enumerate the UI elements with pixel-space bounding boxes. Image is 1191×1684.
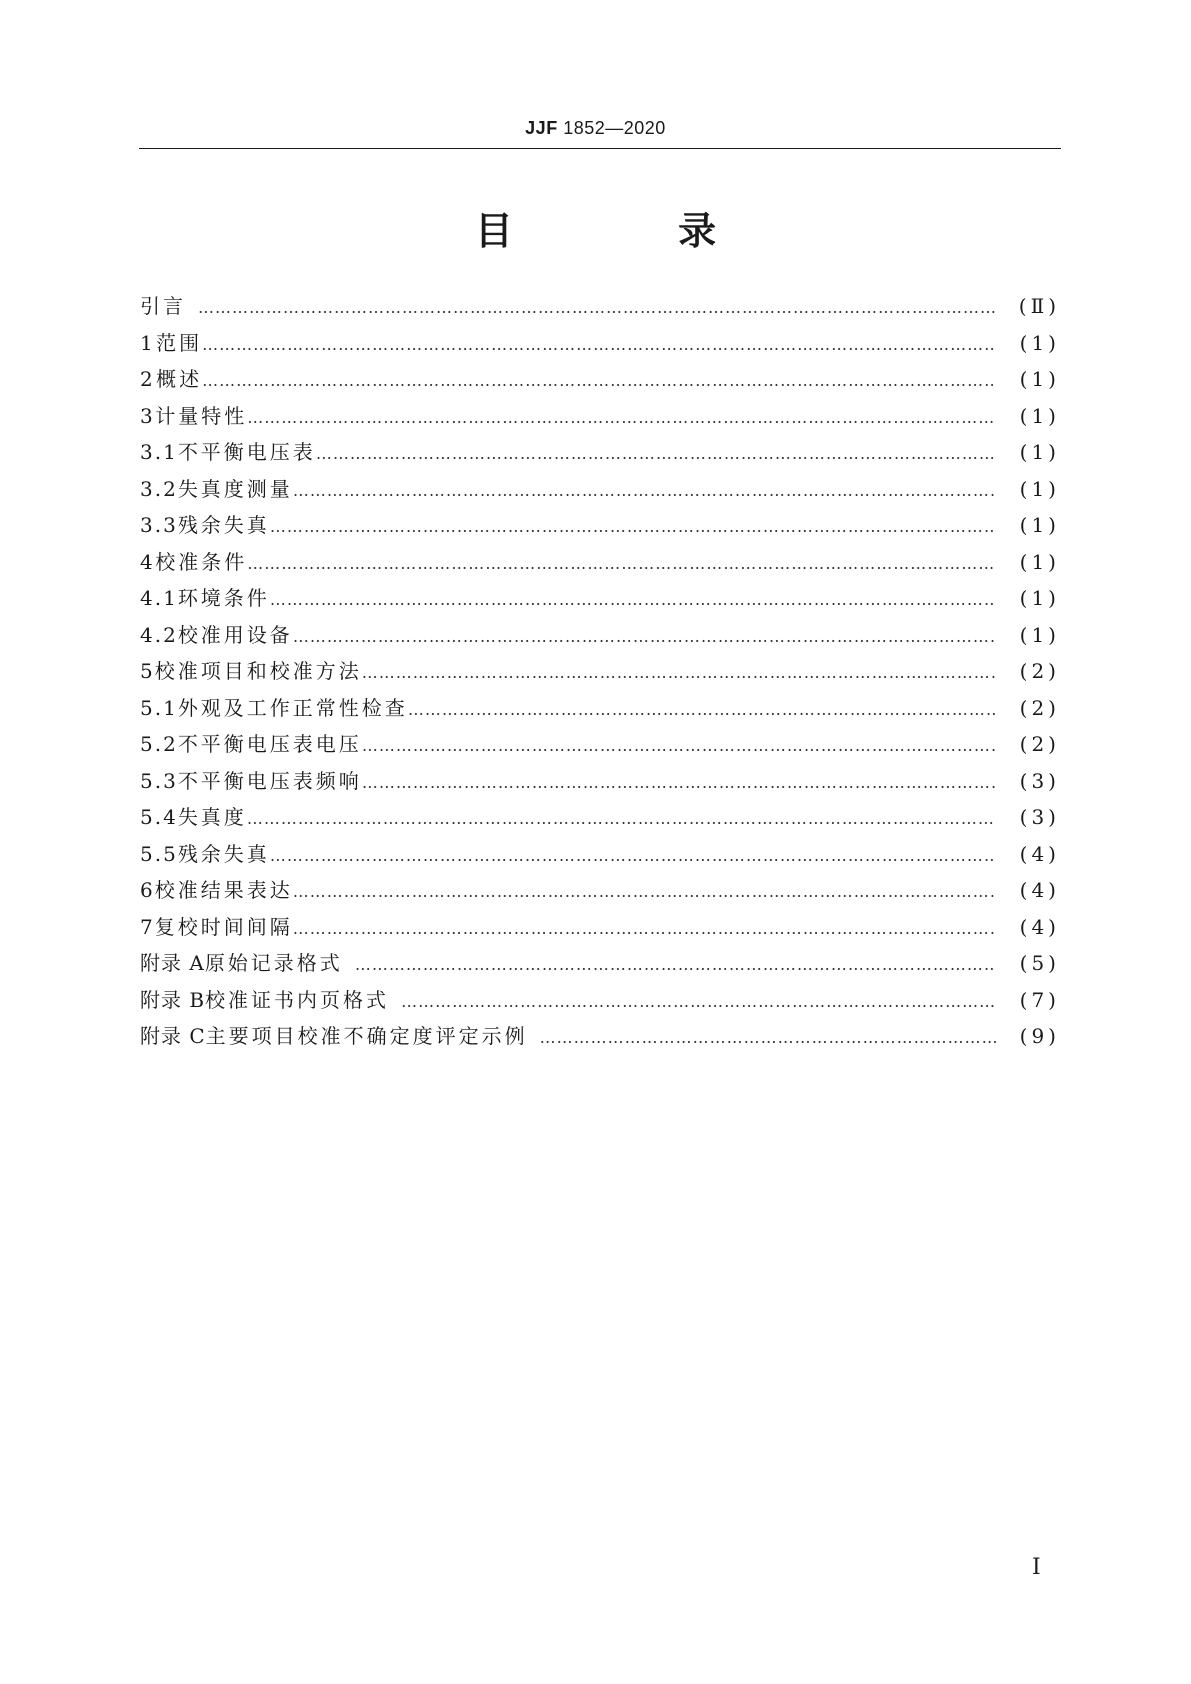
- toc-entry-5-1[interactable]: [140, 690, 1060, 727]
- toc-leader-dots: [293, 619, 996, 656]
- toc-entry-3-3[interactable]: [140, 507, 1060, 544]
- toc-entry-page: (1): [1019, 586, 1060, 610]
- toc-entry-page: (7): [1019, 987, 1060, 1012]
- toc-entry-number: 2: [140, 367, 155, 391]
- toc-entry-label: 主要项目校准不确定度评定示例: [205, 1024, 528, 1048]
- toc-entry-intro[interactable]: [140, 288, 1060, 325]
- toc-entry-page: (1): [1019, 476, 1060, 501]
- toc-entry-page: (1): [1019, 367, 1060, 391]
- toc-entry-5-5[interactable]: [140, 836, 1060, 873]
- toc-entry-number: 4: [140, 549, 155, 574]
- toc-entry-3-2[interactable]: [140, 471, 1060, 508]
- toc-entry-4-2[interactable]: [140, 617, 1060, 654]
- toc-entry-number: 3.3: [140, 513, 178, 537]
- toc-entry-page: (1): [1019, 549, 1060, 574]
- toc-leader-dots: [401, 984, 996, 1021]
- toc-entry-page: (1): [1019, 440, 1060, 464]
- toc-entry-number: 3.2: [140, 476, 178, 501]
- toc-leader-dots: [362, 765, 996, 802]
- toc-entry-page: (4): [1019, 878, 1060, 902]
- toc-leader-dots: [198, 290, 996, 327]
- toc-entry-number: 4.1: [140, 586, 178, 610]
- toc-entry-label: 环境条件: [177, 586, 270, 610]
- toc-leader-dots: [270, 838, 996, 875]
- toc-entry-number: 1: [140, 330, 155, 355]
- toc-entry-number: 3: [140, 403, 155, 428]
- toc-entry-4-1[interactable]: [140, 580, 1060, 617]
- toc-entry-5-2[interactable]: [140, 726, 1060, 763]
- toc-entry-number: 7: [140, 914, 155, 939]
- toc-leader-dots: [355, 947, 996, 984]
- table-of-contents: [140, 288, 1060, 1055]
- toc-entry-number: 附录 C: [140, 1024, 206, 1048]
- toc-leader-dots: [362, 728, 996, 765]
- toc-entry-6[interactable]: [140, 872, 1060, 909]
- header-divider: [139, 148, 1061, 149]
- toc-entry-label: 原始记录格式: [204, 951, 343, 975]
- toc-entry-number: 6: [140, 878, 155, 902]
- toc-entry-number: 5.4: [140, 805, 178, 829]
- toc-entry-label: 不平衡电压表电压: [177, 732, 362, 756]
- toc-entry-label: 概述: [156, 367, 203, 391]
- toc-leader-dots: [247, 801, 996, 838]
- toc-leader-dots: [540, 1020, 996, 1057]
- toc-entry-label: 校准证书内页格式: [205, 987, 390, 1012]
- toc-entry-appendix-a[interactable]: [140, 945, 1060, 982]
- toc-entry-1[interactable]: [140, 325, 1060, 362]
- toc-entry-5-4[interactable]: [140, 799, 1060, 836]
- toc-entry-page: (4): [1019, 841, 1060, 866]
- toc-entry-5[interactable]: [140, 653, 1060, 690]
- toc-leader-dots: [270, 509, 996, 546]
- toc-entry-label: 不平衡电压表: [177, 440, 316, 464]
- toc-entry-appendix-c[interactable]: [140, 1018, 1060, 1055]
- toc-entry-label: 校准结果表达: [154, 878, 293, 902]
- toc-entry-4[interactable]: [140, 544, 1060, 581]
- toc-entry-label: 残余失真: [177, 513, 270, 537]
- toc-entry-number: 5.2: [140, 732, 178, 756]
- toc-entry-number: 5.1: [140, 695, 178, 720]
- toc-entry-page: (1): [1019, 513, 1060, 537]
- toc-entry-page: (1): [1019, 403, 1060, 428]
- toc-entry-page: (3): [1019, 805, 1060, 829]
- toc-entry-number: 5: [140, 659, 155, 683]
- toc-entry-7[interactable]: [140, 909, 1060, 946]
- page-number: Ⅰ: [1032, 1555, 1041, 1580]
- toc-leader-dots: [270, 582, 996, 619]
- toc-leader-dots: [247, 400, 996, 437]
- toc-entry-label: 校准条件: [155, 549, 248, 574]
- toc-title: 目 录: [474, 209, 793, 253]
- standard-code-number: 1852—2020: [563, 118, 666, 138]
- document-header: [0, 118, 1191, 139]
- toc-entry-page: (Ⅱ): [1018, 294, 1060, 318]
- toc-entry-label: 失真度: [177, 805, 247, 829]
- toc-entry-label: 引言: [140, 294, 186, 318]
- toc-entry-page: (3): [1019, 768, 1060, 793]
- toc-entry-label: 范围: [156, 330, 203, 355]
- toc-entry-label: 外观及工作正常性检查: [177, 695, 408, 720]
- toc-entry-number: 附录 A: [140, 951, 205, 975]
- toc-entry-label: 残余失真: [177, 841, 270, 866]
- toc-entry-page: (1): [1019, 330, 1060, 355]
- toc-entry-2[interactable]: [140, 361, 1060, 398]
- toc-entry-3-1[interactable]: [140, 434, 1060, 471]
- toc-entry-page: (9): [1019, 1024, 1060, 1048]
- toc-leader-dots: [293, 874, 996, 911]
- toc-entry-label: 计量特性: [155, 403, 248, 428]
- toc-entry-appendix-b[interactable]: [140, 982, 1060, 1019]
- toc-leader-dots: [202, 327, 996, 364]
- toc-entry-page: (5): [1019, 951, 1060, 975]
- toc-entry-number: 5.3: [140, 768, 178, 793]
- toc-leader-dots: [293, 911, 996, 948]
- toc-entry-page: (2): [1019, 659, 1060, 683]
- toc-entry-page: (2): [1019, 732, 1060, 756]
- toc-entry-page: (4): [1019, 914, 1060, 939]
- toc-entry-label: 不平衡电压表频响: [177, 768, 362, 793]
- toc-entry-number: 3.1: [140, 440, 178, 464]
- toc-entry-label: 复校时间间隔: [154, 914, 293, 939]
- toc-entry-number: 附录 B: [140, 987, 206, 1012]
- toc-entry-3[interactable]: [140, 398, 1060, 435]
- toc-entry-page: (1): [1019, 622, 1060, 647]
- toc-entry-number: 4.2: [140, 622, 178, 647]
- toc-entry-label: 失真度测量: [177, 476, 293, 501]
- standard-code-prefix: JJF: [525, 118, 558, 138]
- toc-entry-label: 校准项目和校准方法: [154, 659, 362, 683]
- toc-leader-dots: [316, 436, 996, 473]
- toc-leader-dots: [293, 473, 996, 510]
- toc-leader-dots: [408, 692, 996, 729]
- toc-entry-label: 校准用设备: [177, 622, 293, 647]
- toc-entry-number: 5.5: [140, 841, 178, 866]
- toc-leader-dots: [362, 655, 996, 692]
- toc-leader-dots: [202, 363, 996, 400]
- toc-entry-page: (2): [1019, 695, 1060, 720]
- toc-leader-dots: [247, 546, 996, 583]
- toc-entry-5-3[interactable]: [140, 763, 1060, 800]
